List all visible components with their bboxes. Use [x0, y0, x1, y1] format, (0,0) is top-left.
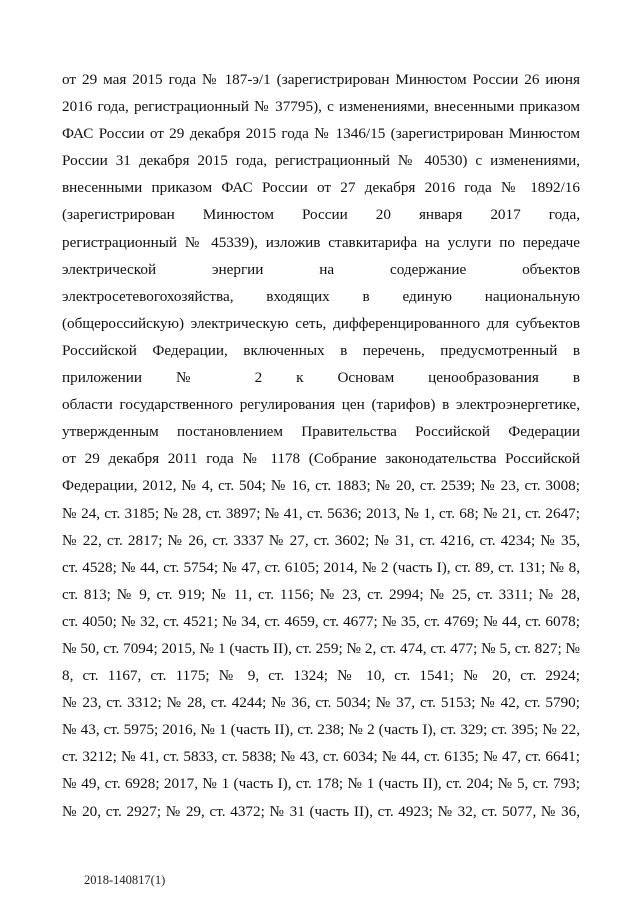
text-line: электрической энергии на содержание объектов: [62, 260, 580, 278]
text-line: № 23, ст. 3312; № 28, ст. 4244; № 36, ст. 5034; № 37, ст. 5153; № 42, ст. 5790;: [62, 694, 580, 712]
text-line: ФАС России от 29 декабря 2015 года № 1346/15 (зарегистрирован Минюстом: [62, 125, 580, 143]
text-line: регистрационный № 45339), изложив ставкитарифа на услуги по передаче: [62, 233, 580, 251]
text-line: приложении № 2 к Основам ценообразования в: [62, 369, 580, 387]
text-line: № 50, ст. 7094; 2015, № 1 (часть II), ст. 259; № 2, ст. 474, ст. 477; № 5, ст. 827; №: [62, 639, 580, 657]
text-line: № 43, ст. 5975; 2016, № 1 (часть II), ст. 238; № 2 (часть I), ст. 329; ст. 395; № 22,: [62, 721, 580, 739]
text-line: Федерации, 2012, № 4, ст. 504; № 16, ст. 1883; № 20, ст. 2539; № 23, ст. 3008;: [62, 477, 580, 495]
text-line: (зарегистрирован Минюстом России 20 января 2017 года,: [62, 206, 580, 224]
text-line: ст. 4528; № 44, ст. 5754; № 47, ст. 6105; 2014, № 2 (часть I), ст. 89, ст. 131; № 8,: [62, 558, 580, 576]
text-line: России 31 декабря 2015 года, регистрационный № 40530) с изменениями,: [62, 152, 580, 170]
text-line: (общероссийскую) электрическую сеть, дифференцированного для субъектов: [62, 314, 580, 332]
text-line: утвержденным постановлением Правительства Российской Федерации: [62, 423, 580, 441]
text-line: внесенными приказом ФАС России от 27 декабря 2016 года № 1892/16: [62, 179, 580, 197]
text-line: от 29 мая 2015 года № 187-э/1 (зарегистрирован Минюстом России 26 июня: [62, 71, 580, 88]
text-line: ст. 813; № 9, ст. 919; № 11, ст. 1156; № 23, ст. 2994; № 25, ст. 3311; № 28,: [62, 585, 580, 603]
text-line: от 29 декабря 2011 года № 1178 (Собрание законодательства Российской: [62, 450, 580, 468]
text-line: № 22, ст. 2817; № 26, ст. 3337 № 27, ст. 3602; № 31, ст. 4216, ст. 4234; № 35,: [62, 531, 580, 549]
text-line: № 24, ст. 3185; № 28, ст. 3897; № 41, ст. 5636; 2013, № 1, ст. 68; № 21, ст. 2647;: [62, 504, 580, 522]
text-line: ст. 4050; № 32, ст. 4521; № 34, ст. 4659, ст. 4677; № 35, ст. 4769; № 44, ст. 6078;: [62, 612, 580, 630]
text-line: ст. 3212; № 41, ст. 5833, ст. 5838; № 43, ст. 6034; № 44, ст. 6135; № 47, ст. 6641;: [62, 748, 580, 766]
text-line: № 49, ст. 6928; 2017, № 1 (часть I), ст. 178; № 1 (часть II), ст. 204; № 5, ст. 793;: [62, 775, 580, 793]
document-number: 2018-140817(1): [84, 873, 166, 887]
text-line: 2016 года, регистрационный № 37795), с изменениями, внесенными приказом: [62, 98, 580, 116]
text-line: области государственного регулирования цен (тарифов) в электроэнергетике,: [62, 396, 580, 414]
text-line: 8, ст. 1167, ст. 1175; № 9, ст. 1324; № 10, ст. 1541; № 20, ст. 2924;: [62, 667, 580, 685]
text-line: электросетевогохозяйства, входящих в единую национальную: [62, 287, 580, 305]
text-line: Российской Федерации, включенных в перечень, предусмотренный в: [62, 341, 580, 359]
text-line: № 20, ст. 2927; № 29, ст. 4372; № 31 (часть II), ст. 4923; № 32, ст. 5077, № 36,: [62, 802, 580, 820]
body-text: [62, 66, 580, 825]
